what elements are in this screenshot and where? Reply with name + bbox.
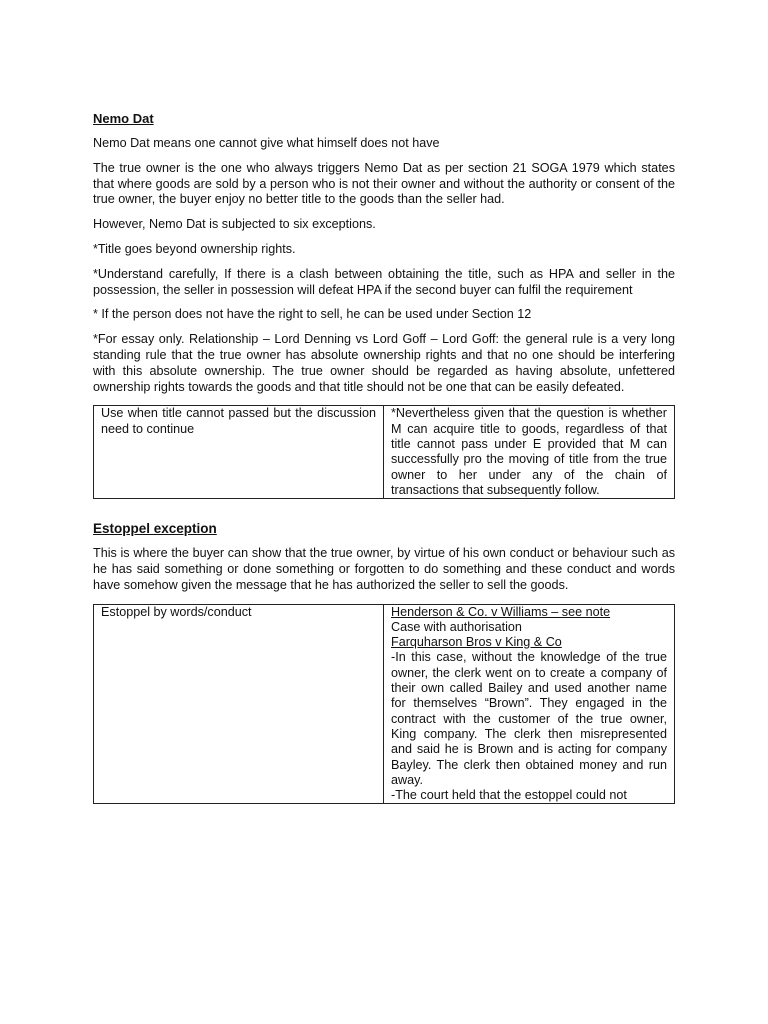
paragraph: *Understand carefully, If there is a clash between obtaining the title, such as HPA and seller in the possession, the seller in possession will defeat HPA if the second buyer can fulfil the requirement xyxy=(93,266,675,297)
table-cell-left: Use when title cannot passed but the discussion need to continue xyxy=(94,406,384,499)
paragraph: * If the person does not have the right to sell, he can be used under Section 12 xyxy=(93,307,532,322)
case-facts: -In this case, without the knowledge of the true owner, the clerk went on to create a company of their own called Bailey and used another name for themselves “Brown”. They engaged in the contract with the customer of the true owner, King company. The clerk then misrepresented and said he is Brown and is acting for company Bayley. The clerk then obtained money and run away. xyxy=(391,650,667,787)
case-name-henderson: Henderson & Co. v Williams – see note xyxy=(391,604,611,619)
paragraph: *Title goes beyond ownership rights. xyxy=(93,241,296,256)
paragraph: The true owner is the one who always triggers Nemo Dat as per section 21 SOGA 1979 which states that where goods are sold by a person who is not their owner and without the authority or consent of the true owner, the buyer enjoy no better title to the goods than the seller had. xyxy=(93,160,675,207)
case-holding: -The court held that the estoppel could not xyxy=(391,788,627,803)
case-name-farquharson: Farquharson Bros v King & Co xyxy=(391,635,562,650)
case-note: Case with authorisation xyxy=(391,619,522,634)
document-page xyxy=(93,111,675,804)
section-heading-estoppel: Estoppel exception xyxy=(93,521,217,537)
estoppel-table xyxy=(93,604,675,805)
table-cell-right: *Nevertheless given that the question is whether M can acquire title to goods, regardless of that title cannot pass under E provided that M can successfully pro the moving of title from the true owner to her under any of the chain of transactions that subsequently follow. xyxy=(384,406,675,499)
section-heading-nemo-dat: Nemo Dat xyxy=(93,111,154,126)
paragraph: Nemo Dat means one cannot give what himself does not have xyxy=(93,136,440,150)
table-cell-left: Estoppel by words/conduct xyxy=(94,604,384,804)
paragraph: However, Nemo Dat is subjected to six exceptions. xyxy=(93,217,376,232)
paragraph: *For essay only. Relationship – Lord Denning vs Lord Goff – Lord Goff: the general rule is a very long standing rule that the true owner has absolute ownership rights and that no one should be interfering with this absolute ownership. The true owner should be regarded as having absolute, unfettered ownership rights towards the goods and that title should not be one that can be easily defeated. xyxy=(93,332,675,394)
table-row xyxy=(94,406,675,499)
paragraph: This is where the buyer can show that the true owner, by virtue of his own conduct or behaviour such as he has said something or done something or forgotten to do something and these conduct and words have somehow given the message that he has authorized the seller to sell the goods. xyxy=(93,546,675,592)
table-row xyxy=(94,604,675,804)
table-cell-right xyxy=(384,604,675,804)
nemo-dat-table xyxy=(93,405,675,499)
